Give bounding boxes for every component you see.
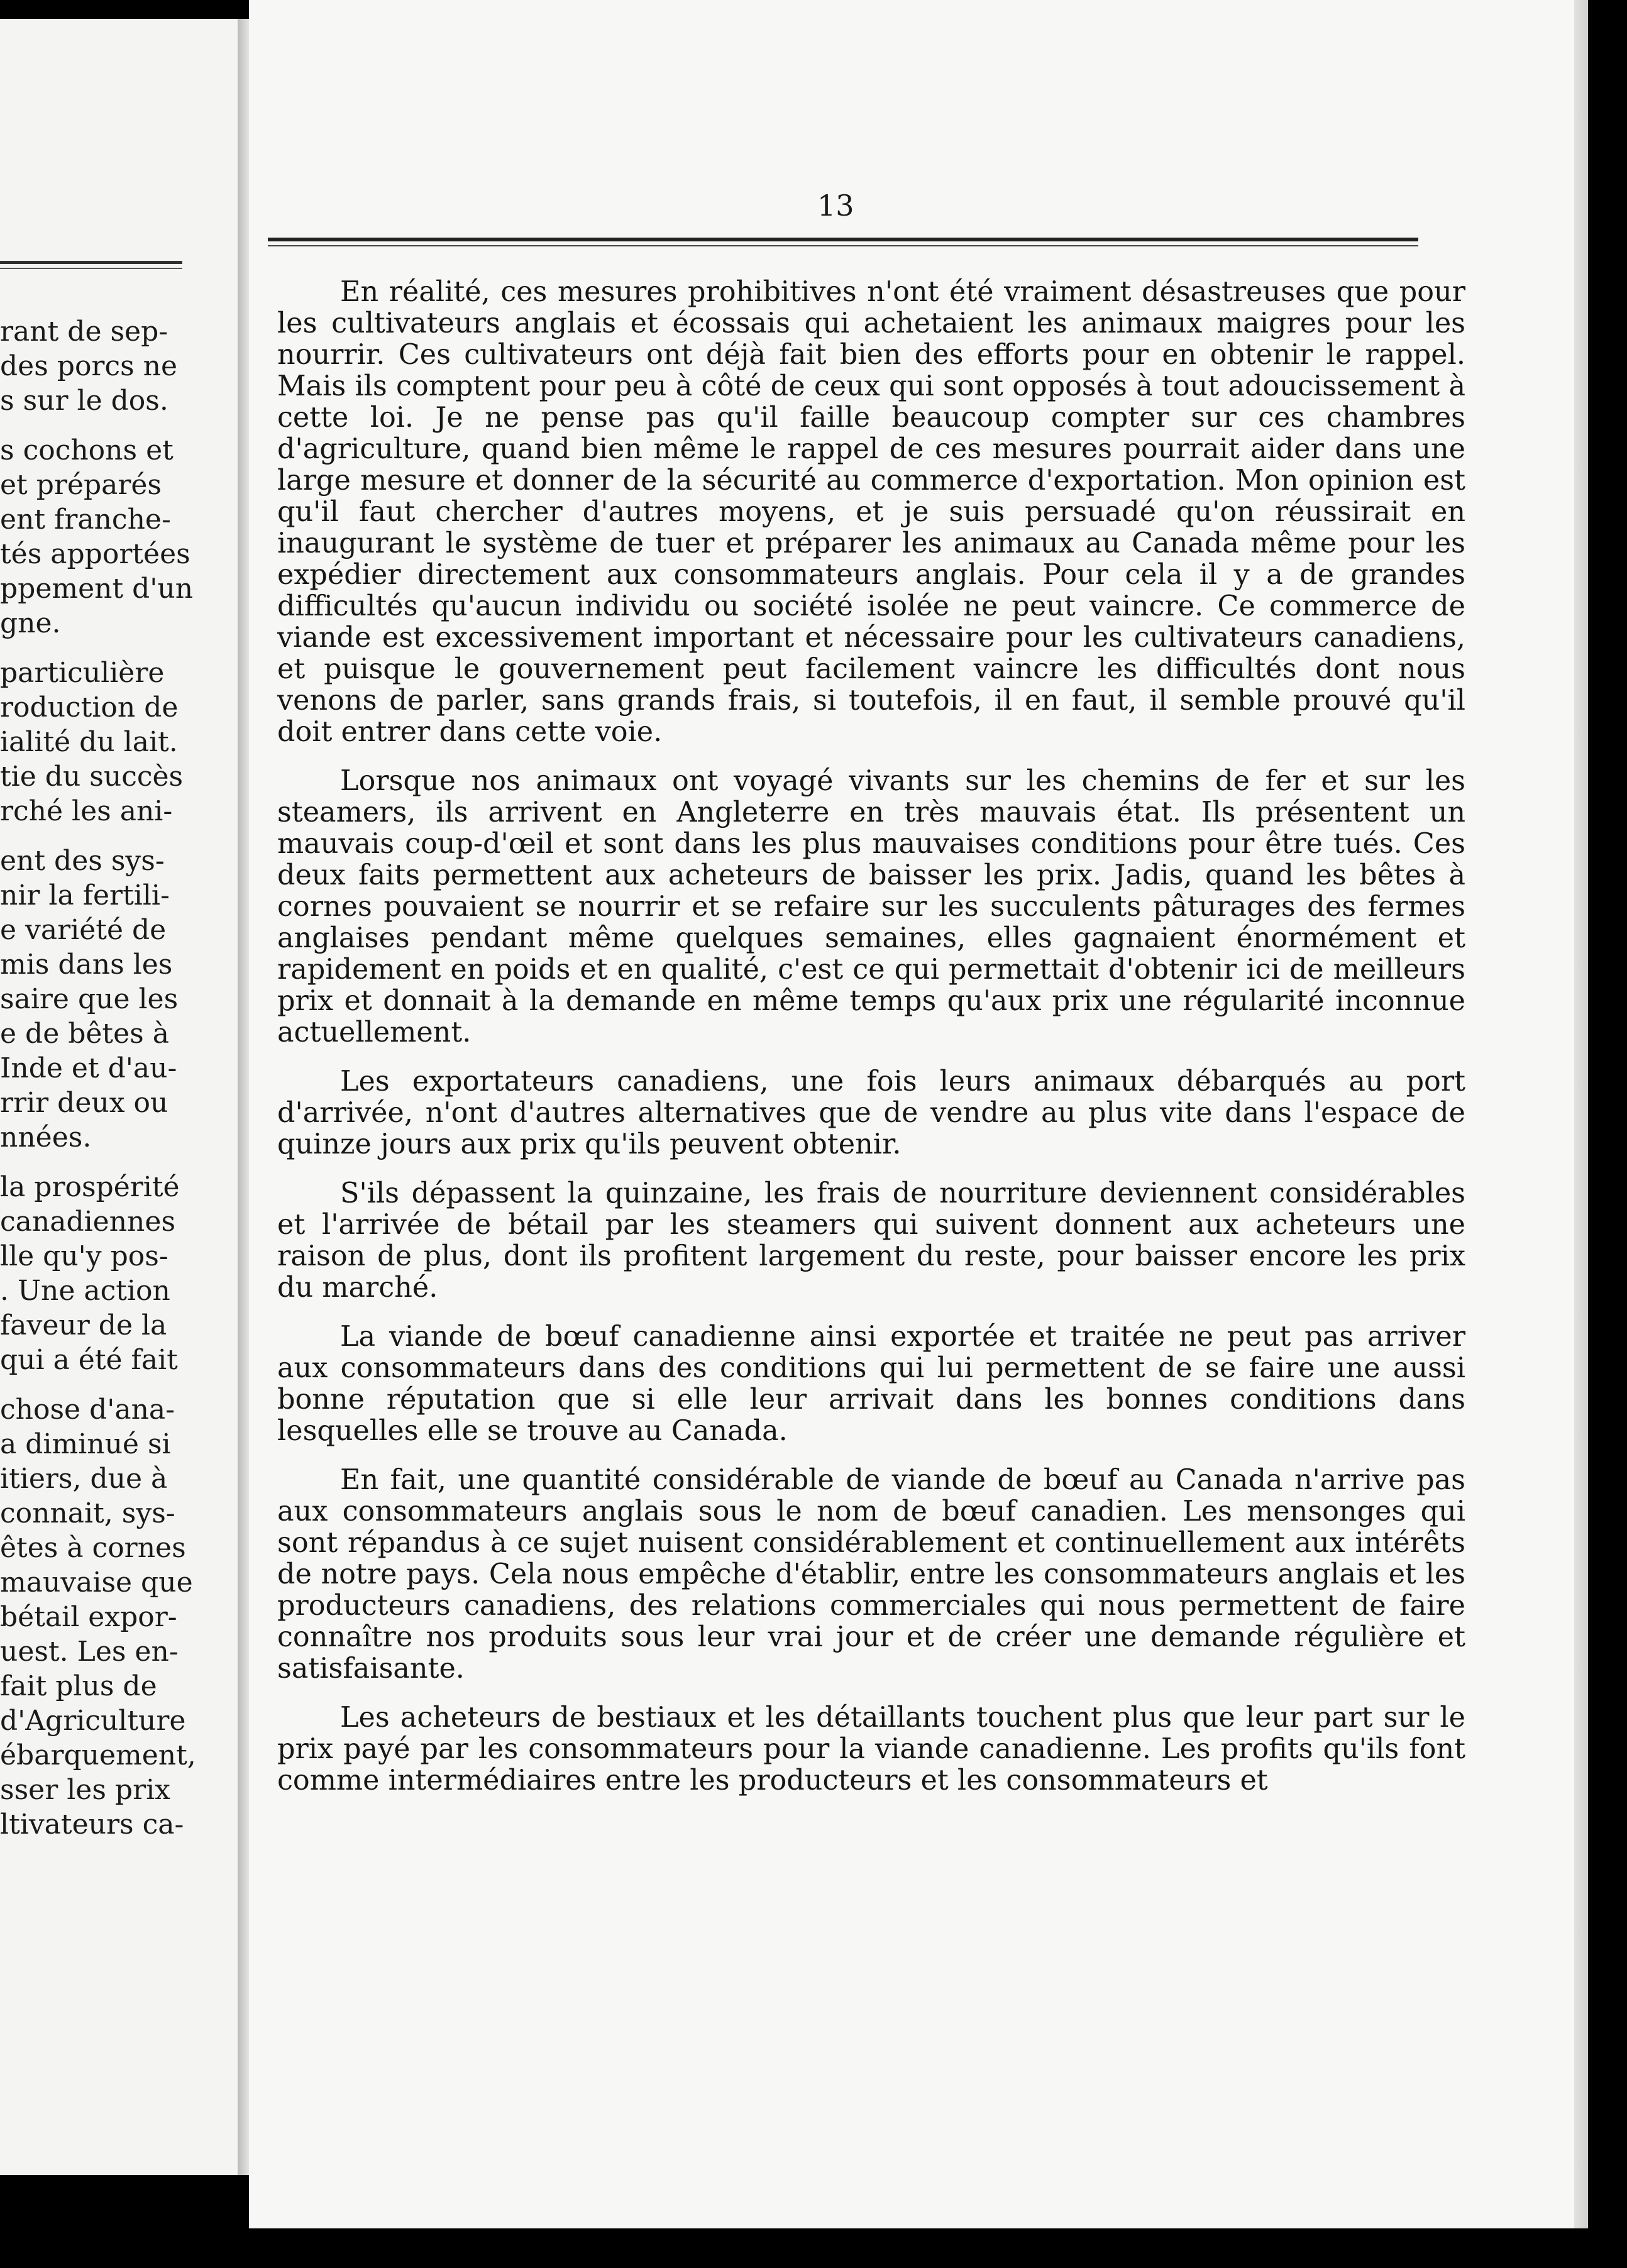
left-line: bétail expor- — [0, 1601, 177, 1633]
left-line: nir la fertili- — [0, 879, 170, 911]
paragraph: Les acheteurs de bestiaux et les détaillants touchent plus que leur part sur le prix payé par les consommateurs pour la viande canadienne. Les profits qu'ils font comme intermédiaires entre les producteurs et les consommateurs et — [277, 1702, 1465, 1797]
left-line: s cochons et — [0, 434, 174, 466]
left-line: e variété de — [0, 914, 167, 946]
left-line: canadiennes — [0, 1206, 176, 1238]
paragraph: Lorsque nos animaux ont voyagé vivants sur les chemins de fer et sur les steamers, ils arrivent en Angleterre en très mauvais état. Ils présentent un mauvais coup-d'œil et sont dans les plus mauvaises conditions pour être tués. Ces deux faits permettent aux acheteurs de baisser les prix. Jadis, quand les bêtes à cornes pouvaient se nourrir et se refaire sur les succulents pâturages des fermes anglaises pendant même quelques semaines, elles gagnaient énormément et rapidement en poids et en qualité, c'est ce qui permettait d'obtenir ici de meilleurs prix et donnait à la demande en même temps qu'aux prix une régularité inconnue actuellement. — [277, 765, 1465, 1049]
left-line: a diminué si — [0, 1428, 171, 1460]
left-line: ialité du lait. — [0, 726, 178, 758]
left-line: chose d'ana- — [0, 1394, 175, 1426]
left-line: gne. — [0, 607, 61, 639]
right-page — [249, 0, 1588, 2228]
left-line: sser les prix — [0, 1774, 170, 1806]
book-gutter — [238, 19, 250, 2175]
left-line: rrir deux ou — [0, 1087, 168, 1119]
header-rule — [0, 261, 182, 264]
left-line: tie du succès — [0, 761, 184, 793]
left-line: rant de sep- — [0, 316, 168, 348]
left-line: saire que les — [0, 983, 179, 1015]
left-line: itiers, due à — [0, 1463, 168, 1495]
left-line: mis dans les — [0, 949, 173, 981]
left-line: ent des sys- — [0, 845, 165, 877]
left-line: êtes à cornes — [0, 1532, 186, 1564]
left-line: . Une action — [0, 1275, 170, 1307]
left-line: faveur de la — [0, 1309, 167, 1341]
paragraph: La viande de bœuf canadienne ainsi exportée et traitée ne peut pas arriver aux consommateurs dans des conditions qui lui permettent de se faire une aussi bonne réputation que si elle leur arrivait dans les bonnes conditions dans lesquelles elle se trouve au Canada. — [277, 1321, 1465, 1447]
body-text — [277, 277, 1465, 1814]
left-line: nnées. — [0, 1121, 92, 1153]
page-number: 13 — [817, 189, 854, 223]
left-line: fait plus de — [0, 1670, 157, 1702]
header-rule-thin — [0, 268, 182, 269]
left-line: tés apportées — [0, 538, 190, 570]
header-rule — [268, 238, 1418, 241]
header-rule-thin — [268, 245, 1418, 246]
left-line: qui a été fait — [0, 1344, 178, 1376]
left-line: et préparés — [0, 469, 162, 501]
left-line: mauvaise que — [0, 1566, 193, 1599]
left-line: des porcs ne — [0, 350, 178, 382]
left-page — [0, 19, 239, 2175]
left-line: la prospérité — [0, 1171, 180, 1203]
left-line: ent franche- — [0, 504, 171, 536]
left-line: s sur le dos. — [0, 385, 168, 417]
paragraph: En réalité, ces mesures prohibitives n'ont été vraiment désastreuses que pour les cultivateurs anglais et écossais qui achetaient les animaux maigres pour les nourrir. Ces cultivateurs ont déjà fait bien des efforts pour en obtenir le rappel. Mais ils comptent pour peu à côté de ceux qui sont opposés à tout adoucissement à cette loi. Je ne pense pas qu'il faille beaucoup compter sur ces chambres d'agriculture, quand bien même le rappel de ces mesures pourrait aider dans une large mesure et donner de la sécurité au commerce d'exportation. Mon opinion est qu'il faut chercher d'autres moyens, et je suis persuadé qu'on réussirait en inaugurant le système de tuer et préparer les animaux au Canada même pour les expédier directement aux consommateurs anglais. Pour cela il y a de grandes difficultés qu'aucun individu ou société isolée ne peut vaincre. Ce commerce de viande est excessivement important et nécessaire pour les cultivateurs canadiens, et puisque le gouvernement peut facilement vaincre les difficultés dont nous venons de parler, sans grands frais, si toutefois, il en faut, il semble prouvé qu'il doit entrer dans cette voie. — [277, 276, 1465, 748]
left-line: rché les ani- — [0, 795, 173, 827]
left-line: e de bêtes à — [0, 1018, 169, 1050]
paragraph: Les exportateurs canadiens, une fois leurs animaux débarqués au port d'arrivée, n'ont d'autres alternatives que de vendre au plus vite dans l'espace de quinze jours aux prix qu'ils peuvent obtenir. — [277, 1065, 1465, 1160]
paragraph: S'ils dépassent la quinzaine, les frais de nourriture deviennent considérables et l'arrivée de bétail par les steamers qui suivent donnent aux acheteurs une raison de plus, dont ils profitent largement du reste, pour baisser encore les prix du marché. — [277, 1177, 1465, 1304]
paragraph: En fait, une quantité considérable de viande de bœuf au Canada n'arrive pas aux consommateurs anglais sous le nom de bœuf canadien. Les mensonges qui sont répandus à ce sujet nuisent considérablement et continuellement aux intérêts de notre pays. Cela nous empêche d'établir, entre les consommateurs anglais et les producteurs canadiens, des relations commerciales qui nous permettent de faire connaître nos produits sous leur vrai jour et de créer une demande régulière et satisfaisante. — [277, 1464, 1465, 1685]
left-line: particulière — [0, 657, 165, 689]
left-line: d'Agriculture — [0, 1705, 186, 1737]
left-page-text — [0, 314, 233, 1842]
left-line: Inde et d'au- — [0, 1052, 177, 1084]
page-edge — [1574, 0, 1588, 2228]
left-line: ltivateurs ca- — [0, 1808, 184, 1841]
left-line: connait, sys- — [0, 1497, 175, 1529]
left-line: ébarquement, — [0, 1739, 196, 1771]
left-line: ppement d'un — [0, 573, 194, 605]
left-line: uest. Les en- — [0, 1636, 179, 1668]
left-line: roduction de — [0, 691, 179, 724]
left-line: lle qu'y pos- — [0, 1240, 168, 1272]
